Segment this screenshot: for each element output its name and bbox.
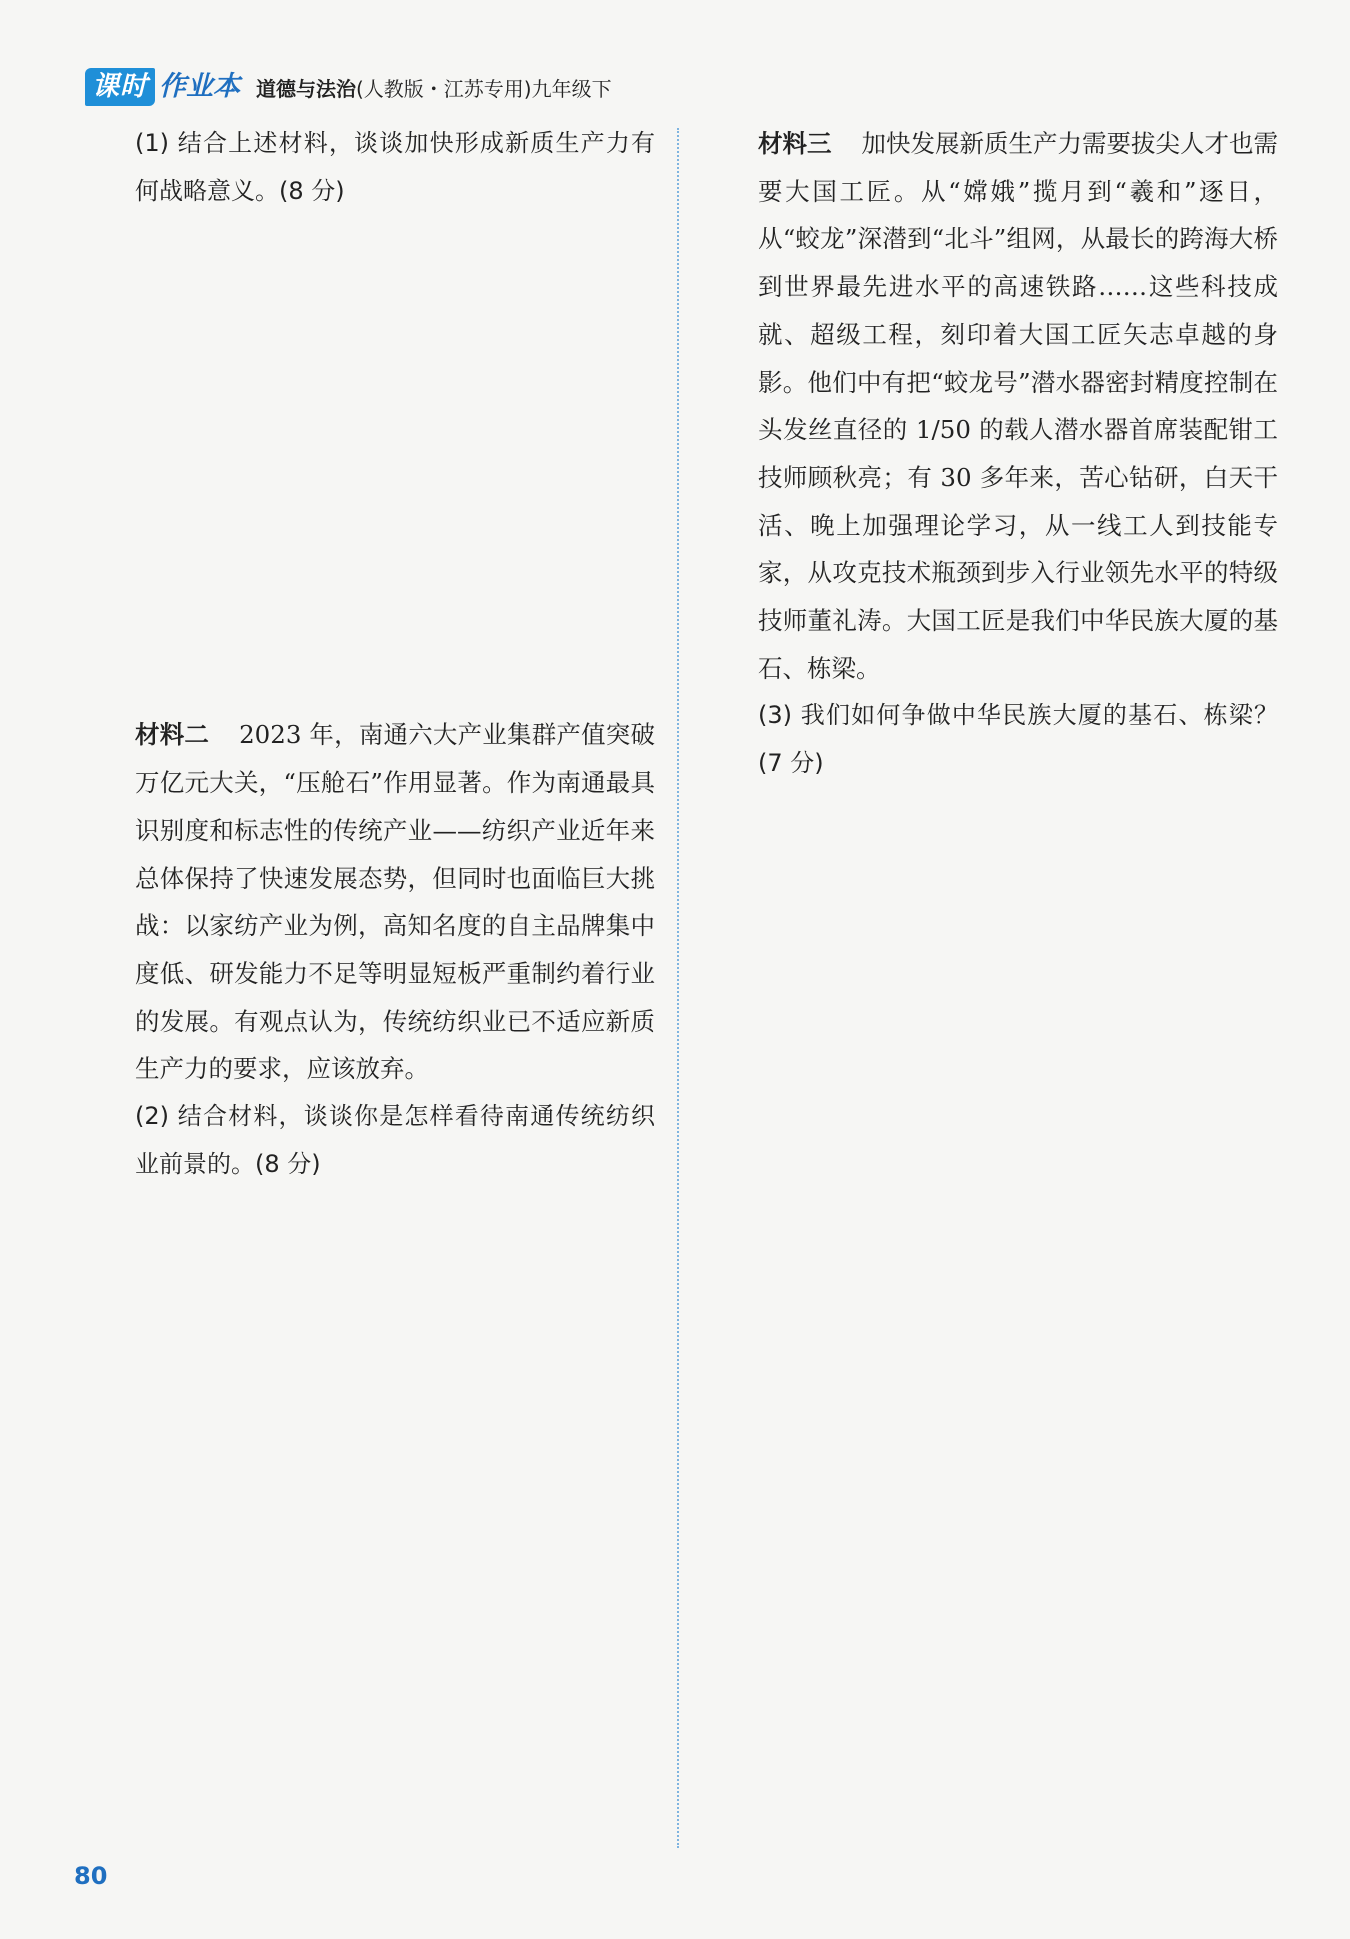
material-3 <box>758 120 1278 692</box>
column-divider <box>677 128 679 1848</box>
material-2-text: 2023 年，南通六大产业集群产值突破万亿元大关，“压舱石”作用显著。作为南通最具识别度和标志性的传统产业——纺织产业近年来总体保持了快速发展态势，但同时也面临巨大挑战：以家纺产业为例，高知名度的自主品牌集中度低、研发能力不足等明显短板严重制约着行业的发展。有观点认为，传统纺织业已不适应新质生产力的要求，应该放弃。 <box>135 720 655 1084</box>
subject-name: 道德与法治 <box>256 76 356 101</box>
left-column <box>135 120 655 1188</box>
question-3: (3) 我们如何争做中华民族大厦的基石、栋梁？(7 分) <box>758 701 1278 778</box>
logo-sub-text: 作业本 <box>159 71 240 102</box>
material-2-label: 材料二 <box>135 720 210 750</box>
logo <box>85 68 240 106</box>
question-2: (2) 结合材料，谈谈你是怎样看待南通传统纺织业前景的。(8 分) <box>135 1102 655 1178</box>
edition-text: (人教版・江苏专用)九年级下 <box>356 76 612 101</box>
question-1: (1) 结合上述材料，谈谈加快形成新质生产力有何战略意义。(8 分) <box>135 129 655 205</box>
logo-main-text: 课时 <box>85 68 155 106</box>
header <box>85 68 612 106</box>
answer-space-1 <box>135 215 655 711</box>
material-3-label: 材料三 <box>758 129 832 158</box>
header-subject <box>256 73 612 102</box>
right-column <box>758 120 1278 788</box>
material-3-text: 加快发展新质生产力需要拔尖人才也需要大国工匠。从“嫦娥”揽月到“羲和”逐日，从“蛟龙”深潜到“北斗”组网，从最长的跨海大桥到世界最先进水平的高速铁路……这些科技成就、超级工程，刻印着大国工匠矢志卓越的身影。他们中有把“蛟龙号”潜水器密封精度控制在头发丝直径的 1/50 的载人潜水器首席装配钳工技师顾秋亮；有 30 多年来，苦心钻研，白天干活、晚上加强理论学习，从一线工人到技能专家，从攻克技术瓶颈到步入行业领先水平的特级技师董礼涛。大国工匠是我们中华民族大厦的基石、栋梁。 <box>758 129 1278 683</box>
page-number: 80 <box>74 1862 108 1890</box>
material-2 <box>135 711 655 1093</box>
